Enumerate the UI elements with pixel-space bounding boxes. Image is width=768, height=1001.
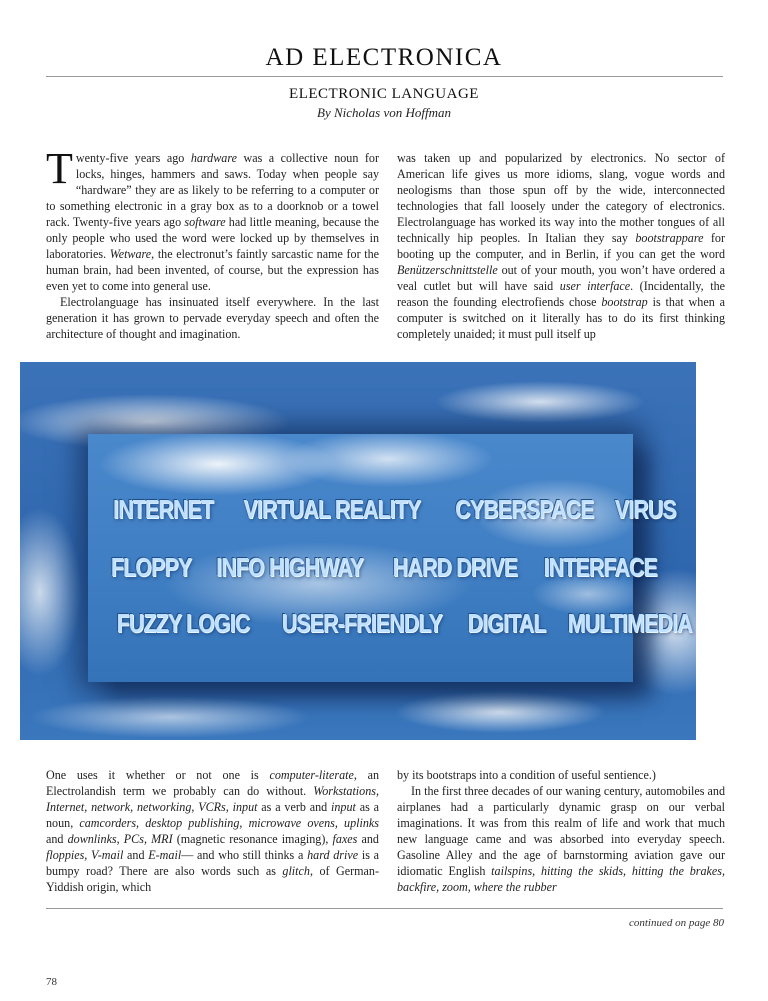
panel-word: FUZZY LOGIC — [116, 608, 250, 638]
panel-word: VIRTUAL REALITY — [243, 494, 421, 524]
paragraph-terms: One uses it whether or not one is computer-literate, an Electrolandish term we probably can do without. Workstations, Internet, network, networking, VCRs, input as a verb and input as a noun, camcorders, desktop publishing, microwave ovens, uplinks and downlinks, PCs, MRI (magnetic resonance imaging), faxes and floppies, V-mail and E-mail— and who still thinks a hard drive is a bumpy road? There are also words such as glitch, of German-Yiddish origin, which — [46, 768, 380, 894]
footer-rule — [46, 908, 723, 909]
header-rule — [46, 76, 723, 77]
column-1-bottom — [46, 767, 379, 895]
column-2-top — [397, 150, 725, 342]
byline: By Nicholas von Hoffman — [317, 105, 451, 120]
word-row-2 — [88, 552, 657, 583]
words-panel — [88, 434, 693, 682]
sky-illustration — [20, 362, 696, 740]
continued-note: continued on page 80 — [628, 917, 724, 929]
paragraph-intro: Twenty-five years ago hardware was a collective noun for locks, hinges, hammers and saws. Today when people say “hardware” they are as likely to be referring to a computer or to something electronic in a gray box as to a doorknob or a towel rack. Twenty-five years ago software had little meaning, because the only people who used the word were locked up by themselves in laboratories. Wetware, the electronut’s faintly sarcastic name for the human brain, had been invented, of course, but the expression has even yet to come into general use. — [46, 144, 380, 293]
paragraph-bootstraps: by its bootstraps into a condition of useful sentience.) — [397, 768, 656, 782]
column-2-bottom — [397, 767, 725, 895]
panel-word: HARD DRIVE — [392, 552, 518, 582]
panel-word: VIRUS — [615, 494, 677, 524]
section-title: AD ELECTRONICA — [265, 44, 503, 71]
paragraph-automobiles: In the first three decades of our waning century, automobiles and airplanes had a particularly dynamic grasp on our verbal imaginations. It was from this realm of life and work that much new language came and was absorbed into everyday speech. Gasoline Alley and the age of barnstorming aviation gave our idiomatic English tailspins, hitting the skids, hitting the brakes, backfire, zoom, where the rubber — [397, 784, 725, 894]
article-title: ELECTRONIC LANGUAGE — [289, 86, 479, 102]
word-row-3 — [88, 608, 693, 639]
panel-word: CYBERSPACE — [454, 494, 594, 524]
paragraph-electrolanguage: Electrolanguage has insinuated itself everywhere. In the last generation it has grown to pervade everyday speech and often the architecture of thought and imagination. — [46, 295, 379, 341]
panel-word: FLOPPY — [110, 552, 192, 582]
panel-word: MULTIMEDIA — [568, 608, 693, 638]
drop-cap: T — [46, 144, 73, 193]
panel-word: INTERFACE — [543, 552, 657, 582]
page-number: 78 — [46, 976, 57, 988]
word-row-1 — [88, 494, 677, 525]
panel-word: INFO HIGHWAY — [216, 552, 364, 582]
paragraph-continued: was taken up and popularized by electronics. No sector of American life gives us more idioms, slang, vogue words and neologisms than those spun off by the wide, interconnected technologies that fall loosely under the category of electronics. Electrolanguage has worked its way into the mother tongues of all technically hip peoples. In Italian they say bootstrappare for booting up the computer, and in Berlin, if you can get the word Benützerschnittstelle out of your mouth, you won’t have ordered a veal cutlet but will have said user interface. (Incidentally, the reason the founding electrofiends chose bootstrap is that when a computer is switched on it literally has to do its first thinking completely unaided; it must pull itself up — [397, 151, 725, 341]
panel-word: INTERNET — [112, 494, 214, 524]
column-1-top — [46, 144, 380, 342]
panel-word: USER-FRIENDLY — [281, 608, 442, 638]
panel-word: DIGITAL — [467, 608, 546, 638]
